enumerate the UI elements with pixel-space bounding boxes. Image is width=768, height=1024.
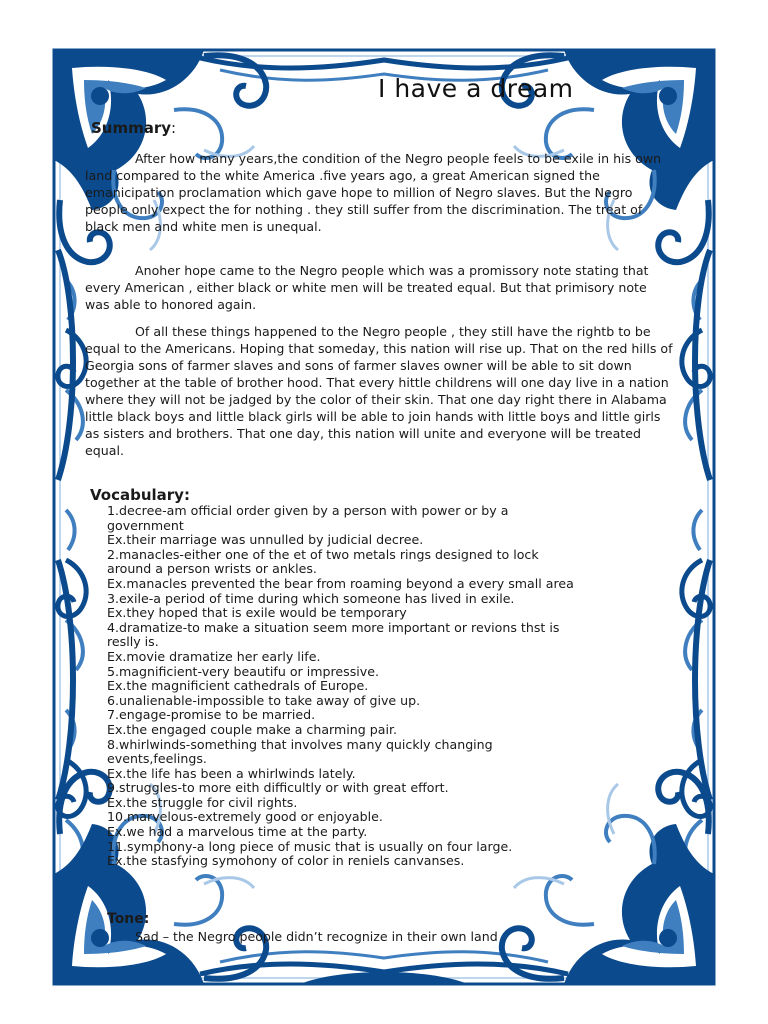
tone-heading: Tone: [107, 911, 150, 927]
vocabulary-line: 4.dramatize-to make a situation seem more important or revions thst is [107, 619, 560, 635]
tone-text: Sad – the Negro people didn’t recognize in their own land [135, 929, 498, 944]
vocabulary-line: 1.decree-am official order given by a person with power or by a [107, 503, 509, 518]
vocabulary-line: Ex.we had a marvelous time at the party. [107, 824, 368, 840]
summary-heading-colon: : [171, 119, 177, 137]
vocabulary-line: government [107, 517, 184, 533]
summary-paragraph-2 [85, 262, 673, 313]
vocabulary-line: Ex.movie dramatize her early life. [107, 648, 321, 664]
vocabulary-line: Ex.the struggle for civil rights. [107, 794, 298, 810]
vocabulary-line: Ex.the stasfying symohony of color in reniels canvanses. [107, 853, 465, 869]
vocabulary-line: 9.struggles-to more eith difficultly or with great effort. [107, 780, 449, 796]
vocabulary-line: 2.manacles-either one of the et of two metals rings designed to lock [107, 546, 539, 562]
summary-heading [91, 119, 176, 137]
vocabulary-line: 10.marvelous-extremely good or enjoyable. [107, 809, 383, 825]
vocabulary-line: 6.unalienable-impossible to take away of give up. [107, 692, 421, 708]
vocabulary-heading: Vocabulary: [90, 486, 190, 504]
vocabulary-line: Ex.the magnificient cathedrals of Europe. [107, 678, 369, 694]
summary-paragraph-3 [85, 323, 673, 459]
vocabulary-line: reslly is. [107, 634, 159, 650]
vocabulary-line: Ex.their marriage was unnulled by judicial decree. [107, 532, 424, 548]
vocabulary-line: Ex.they hoped that is exile would be temporary [107, 605, 407, 621]
summary-paragraph-1 [85, 150, 673, 235]
summary-paragraph-3-text: Of all these things happened to the Negro people , they still have the rightb to be equal to the Americans. Hoping that someday, this nation will rise up. That on the red hills of Georgia sons of farmer slaves and sons of farmer slaves owner will be able to sit down together at the table of brother hood. That every hittle childrens will one day live in a nation where they will not be jadged by the color of their skin. That one day right there in Alabama little black boys and little black girls will be able to join hands with little boys and little girls as sisters and brothers. That one day, this nation will unite and everyone will be treated equal. [85, 324, 673, 458]
page-title: I have a dream [378, 74, 574, 103]
vocabulary-line: 5.magnificient-very beautifu or impressive. [107, 663, 379, 679]
vocabulary-line: around a person wrists or ankles. [107, 561, 317, 577]
vocabulary-line: Ex.the life has been a whirlwinds lately. [107, 765, 356, 781]
vocabulary-line: events,feelings. [107, 751, 207, 767]
vocabulary-line: 11.symphony-a long piece of music that is usually on four large. [107, 838, 513, 854]
vocabulary-line: 7.engage-promise to be married. [107, 707, 316, 723]
vocabulary-line: Ex.the engaged couple make a charming pair. [107, 721, 397, 737]
vocabulary-list [107, 504, 677, 869]
summary-paragraph-2-text: Anoher hope came to the Negro people which was a promissory note stating that every American , either black or white men will be treated equal. But that primisory note was able to honored again. [85, 263, 649, 312]
summary-heading-text: Summary [91, 119, 172, 137]
vocabulary-line: Ex.manacles prevented the bear from roaming beyond a every small area [107, 575, 574, 591]
summary-paragraph-1-text: After how many years,the condition of the Negro people feels to be exile in his own land compared to the white America .five years ago, a great American signed the emanicipation proclamation which gave hope to million of Negro slaves. But the Negro people only expect the for nothing . they still suffer from the discrimination. The treat of black men and white men is unequal. [85, 151, 662, 234]
vocabulary-line: 8.whirlwinds-something that involves many quickly changing [107, 736, 493, 752]
vocabulary-line: 3.exile-a period of time during which someone has lived in exile. [107, 590, 515, 606]
